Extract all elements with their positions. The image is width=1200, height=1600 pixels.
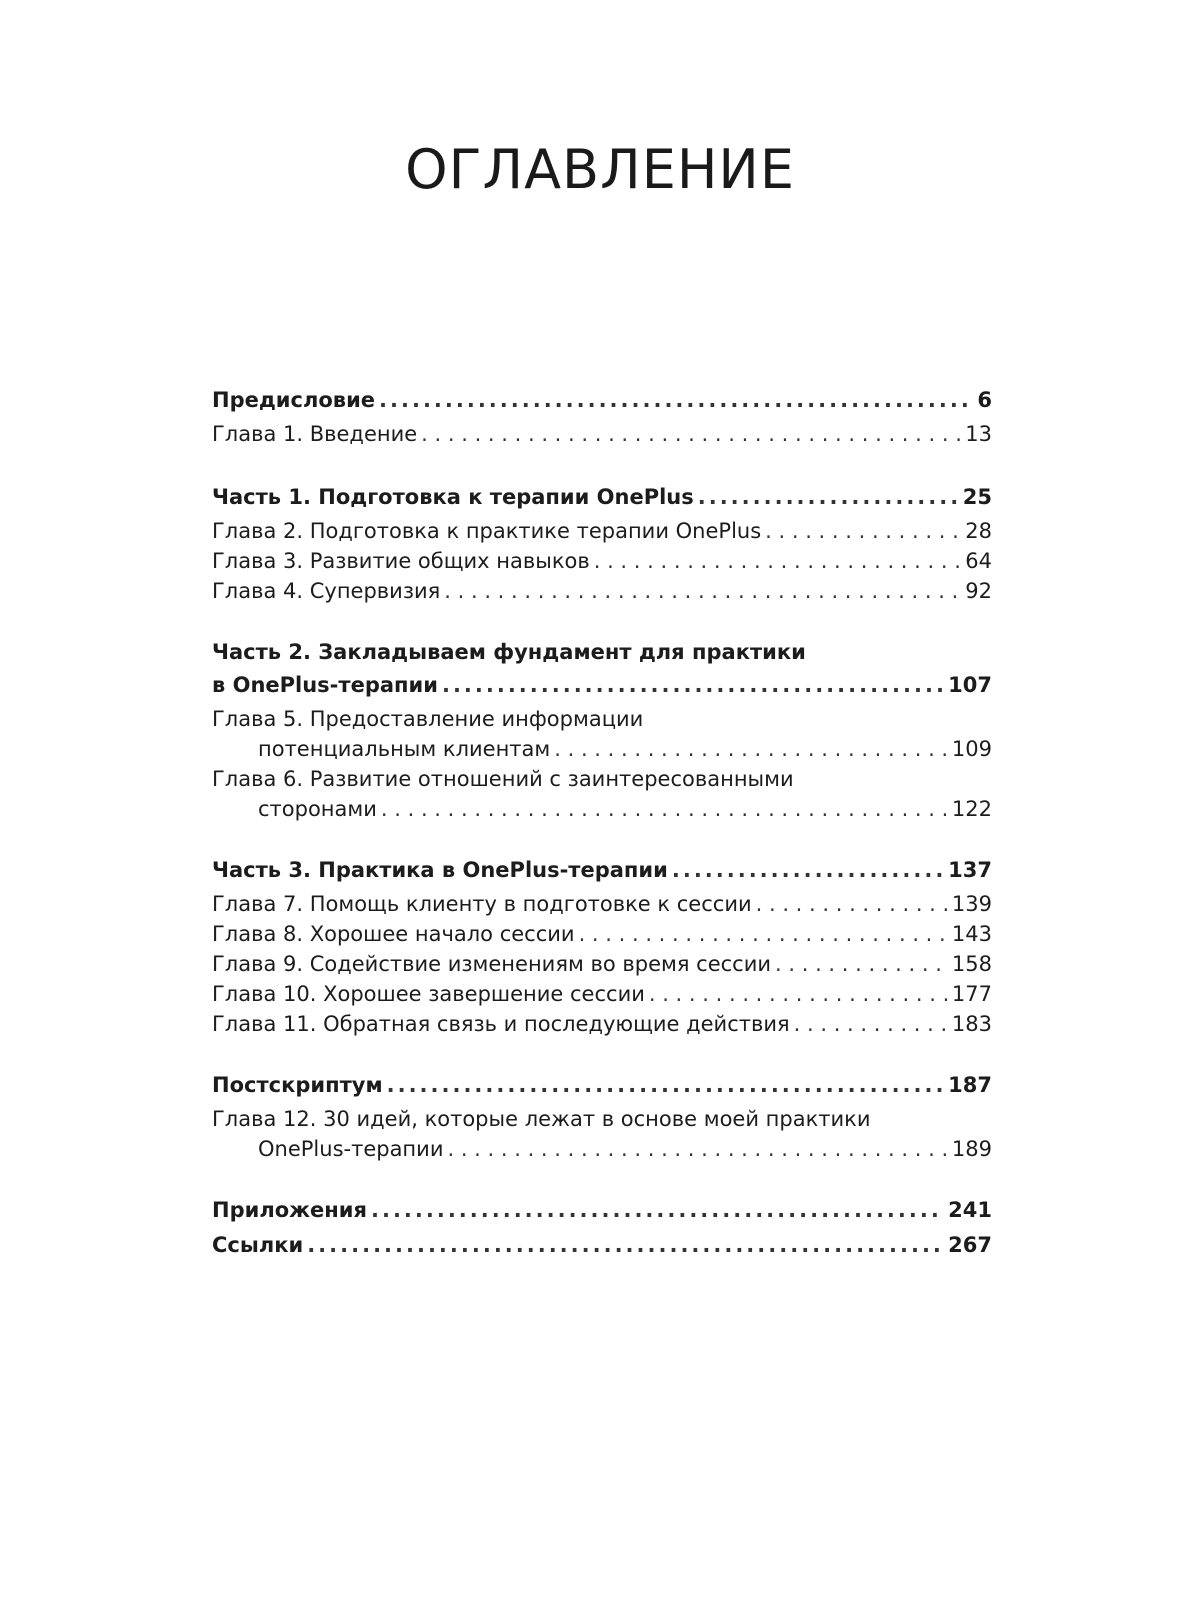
toc-group-part1 [212, 481, 992, 606]
toc-page-number: 25 [962, 485, 992, 509]
toc-entry-part3[interactable] [212, 854, 992, 887]
toc-group-preface [212, 384, 992, 449]
toc-page-number: 189 [951, 1137, 992, 1161]
page-title: ОГЛАВЛЕНИЕ [405, 138, 795, 201]
toc-page-number: 13 [965, 422, 992, 446]
leader-dots [765, 516, 961, 546]
toc-page-number: 183 [951, 1012, 992, 1036]
toc-entry-label: Приложения [212, 1198, 367, 1222]
leader-dots [672, 854, 944, 887]
toc-entry-ch1[interactable] [212, 419, 992, 449]
toc-entry-label: Глава 10. Хорошее завершение сессии [212, 982, 645, 1006]
toc-group-part3 [212, 854, 992, 1039]
leader-dots [775, 949, 948, 979]
toc-page-number: 187 [948, 1073, 992, 1097]
toc-entry-label: Часть 3. Практика в OnePlus-терапии [212, 858, 668, 882]
toc-entry-ch12[interactable] [212, 1134, 992, 1164]
toc-entry-postscript[interactable] [212, 1069, 992, 1102]
toc-entry-ch4[interactable] [212, 576, 992, 606]
toc-entry-ch6[interactable] [212, 794, 992, 824]
toc-entry-appendices[interactable] [212, 1194, 992, 1227]
toc-group-part2 [212, 636, 992, 824]
toc-entry-ch6-line1[interactable]: Глава 6. Развитие отношений с заинтересованными [212, 767, 794, 791]
toc-page-number: 267 [948, 1233, 992, 1257]
toc-page-number: 64 [965, 549, 992, 573]
toc-entry-ch10[interactable] [212, 979, 992, 1009]
toc-page-number: 177 [951, 982, 992, 1006]
toc-page-number: 122 [951, 797, 992, 821]
toc-entry-ch11[interactable] [212, 1009, 992, 1039]
toc-page-number: 137 [948, 858, 992, 882]
toc-page-number: 158 [951, 952, 992, 976]
toc-page-number: 6 [977, 388, 992, 412]
leader-dots [554, 734, 948, 764]
toc-group-back-matter [212, 1194, 992, 1262]
toc-entry-ch2[interactable] [212, 516, 992, 546]
leader-dots [579, 919, 948, 949]
toc-entry-label: Часть 1. Подготовка к терапии OnePlus [212, 485, 694, 509]
toc-entry-label: Глава 3. Развитие общих навыков [212, 549, 590, 573]
toc-page-number: 139 [951, 892, 992, 916]
leader-dots [442, 669, 944, 702]
toc-entry-label: потенциальным клиентам [258, 737, 551, 761]
toc-entry-label: Глава 4. Супервизия [212, 579, 441, 603]
toc-page-number: 92 [965, 579, 992, 603]
leader-dots [447, 1134, 947, 1164]
toc-page-number: 28 [965, 519, 992, 543]
leader-dots [379, 384, 973, 417]
leader-dots [371, 1194, 944, 1227]
toc-entry-label: Глава 2. Подготовка к практике терапии OnePlus [212, 519, 762, 543]
toc-entry-ch5[interactable] [212, 734, 992, 764]
toc-entry-ch7[interactable] [212, 889, 992, 919]
leader-dots [756, 889, 948, 919]
leader-dots [649, 979, 948, 1009]
toc-entry-part2-line1[interactable]: Часть 2. Закладываем фундамент для практики [212, 640, 806, 664]
table-of-contents [212, 384, 992, 1276]
toc-entry-label: OnePlus-терапии [258, 1137, 444, 1161]
leader-dots [594, 546, 962, 576]
leader-dots [381, 794, 948, 824]
leader-dots [794, 1009, 948, 1039]
toc-entry-preface[interactable] [212, 384, 992, 417]
toc-entry-ch3[interactable] [212, 546, 992, 576]
toc-entry-label: Глава 1. Введение [212, 422, 418, 446]
toc-entry-part1[interactable] [212, 481, 992, 514]
toc-entry-ch9[interactable] [212, 949, 992, 979]
toc-entry-ch5-line1[interactable]: Глава 5. Предоставление информации [212, 707, 644, 731]
toc-entry-label: сторонами [258, 797, 377, 821]
leader-dots [444, 576, 961, 606]
toc-entry-label: в OnePlus-терапии [212, 673, 438, 697]
toc-page-number: 241 [948, 1198, 992, 1222]
leader-dots [307, 1229, 944, 1262]
toc-entry-label: Предисловие [212, 388, 376, 412]
toc-entry-label: Глава 11. Обратная связь и последующие действия [212, 1012, 790, 1036]
toc-page-number: 107 [948, 673, 992, 697]
toc-group-postscript [212, 1069, 992, 1164]
toc-entry-label: Ссылки [212, 1233, 304, 1257]
toc-entry-label: Глава 7. Помощь клиенту в подготовке к сессии [212, 892, 752, 916]
toc-page-number: 109 [951, 737, 992, 761]
toc-entry-part2[interactable] [212, 669, 992, 702]
toc-page-number: 143 [951, 922, 992, 946]
leader-dots [421, 419, 961, 449]
toc-entry-label: Постскриптум [212, 1073, 383, 1097]
leader-dots [387, 1069, 945, 1102]
toc-entry-label: Глава 9. Содействие изменениям во время сессии [212, 952, 772, 976]
toc-entry-label: Глава 8. Хорошее начало сессии [212, 922, 575, 946]
toc-entry-ch8[interactable] [212, 919, 992, 949]
toc-entry-references[interactable] [212, 1229, 992, 1262]
toc-entry-ch12-line1[interactable]: Глава 12. 30 идей, которые лежат в основе моей практики [212, 1107, 871, 1131]
leader-dots [698, 481, 959, 514]
